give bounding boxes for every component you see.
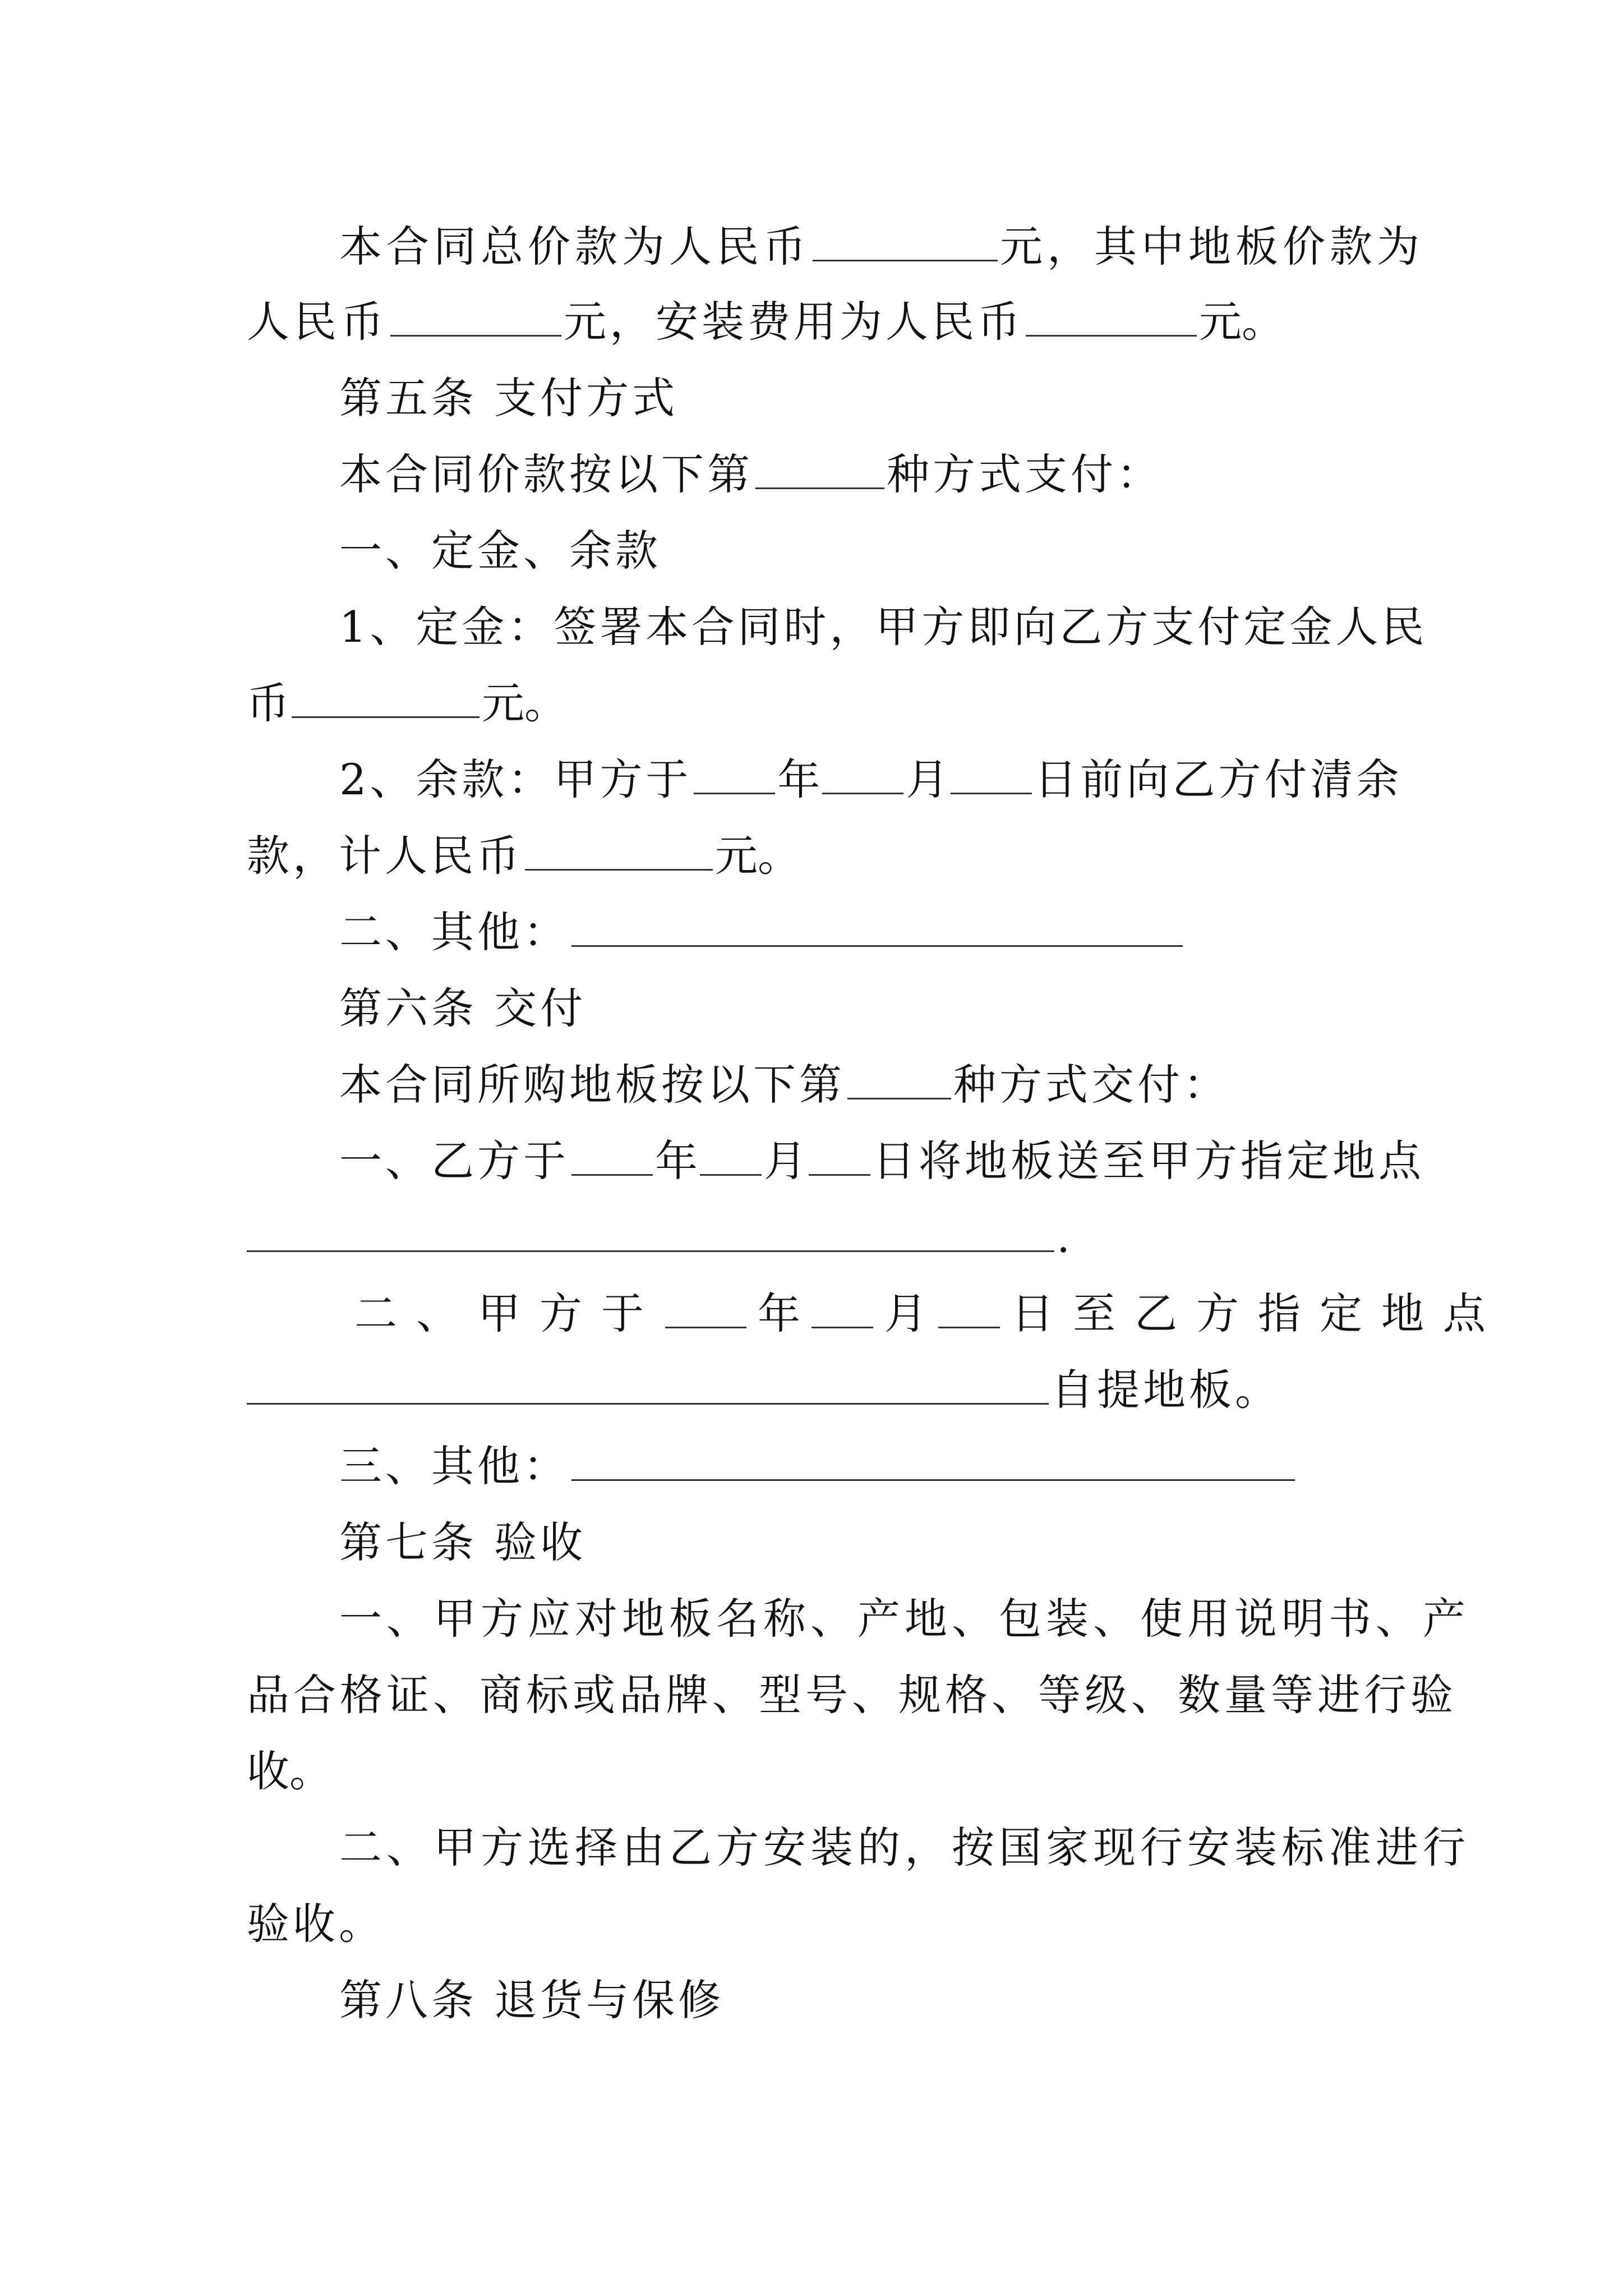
text-segment: 二、甲方选择由乙方安装的，按国家现行安装标准进行 xyxy=(339,1823,1470,1872)
text-segment: 年 xyxy=(758,1289,800,1338)
text-segment: 验收。 xyxy=(247,1899,385,1949)
blank-underline xyxy=(847,1060,951,1099)
text-segment: 元，其中地板价款为 xyxy=(1000,222,1424,272)
text-segment: 本合同所购地板按以下第 xyxy=(339,1060,845,1110)
text-segment: 品合格证、商标或品牌、型号、规格、等级、数量等进行验 xyxy=(247,1670,1457,1720)
text-segment: . xyxy=(1057,1212,1071,1262)
blank-underline xyxy=(809,1136,870,1176)
blank-underline xyxy=(951,754,1032,794)
text-segment: 元。 xyxy=(1199,297,1284,347)
blank-underline xyxy=(247,1212,1054,1252)
blank-underline xyxy=(694,754,775,794)
text-segment: 款，计人民币 xyxy=(247,831,523,881)
text-segment: 年 xyxy=(655,1136,698,1186)
text-segment: 一、乙方于 xyxy=(339,1136,569,1186)
text-segment: 币 xyxy=(247,678,289,728)
text-line xyxy=(247,817,800,895)
text-segment: 本合同价款按以下第 xyxy=(339,449,753,499)
section-heading: 第八条 退货与保修 xyxy=(339,1975,725,2025)
text-segment: 人民币 xyxy=(247,297,388,347)
text-line xyxy=(247,1732,332,1811)
text-line xyxy=(339,435,1163,514)
blank-underline xyxy=(813,222,998,261)
text-segment: 收。 xyxy=(247,1746,332,1796)
text-segment: 本合同总价款为人民币 xyxy=(339,222,810,272)
section-heading: 第六条 交付 xyxy=(339,983,587,1033)
text-line xyxy=(354,1274,1505,1353)
text-line xyxy=(339,588,1427,666)
blank-underline xyxy=(571,1136,653,1176)
blank-underline xyxy=(665,1289,746,1328)
text-line xyxy=(339,512,661,590)
section-heading: 第五条 支付方式 xyxy=(339,373,679,423)
text-segment: 月 xyxy=(884,1289,927,1338)
text-segment: 一、定金、余款 xyxy=(339,526,661,576)
text-segment: 月 xyxy=(906,754,949,804)
blank-underline xyxy=(292,678,479,718)
text-segment: 元。 xyxy=(482,678,567,728)
text-segment: 二、其他： xyxy=(339,907,569,957)
heading-line xyxy=(339,1503,586,1582)
text-segment: 元。 xyxy=(715,831,800,881)
text-segment: 一、甲方应对地板名称、产地、包装、使用说明书、产 xyxy=(339,1594,1470,1644)
heading-line xyxy=(339,969,586,1048)
text-segment: 1、定金：签署本合同时，甲方即向乙方支付定金人民 xyxy=(339,602,1428,652)
blank-underline xyxy=(755,449,884,489)
text-segment: 三、其他： xyxy=(339,1441,569,1491)
heading-line xyxy=(339,1961,724,2040)
text-segment: 元，安装费用为人民币 xyxy=(564,297,1023,347)
text-line xyxy=(247,283,1284,361)
text-segment: 月 xyxy=(764,1136,806,1186)
text-line xyxy=(339,1427,1297,1506)
text-segment: 年 xyxy=(777,754,820,804)
text-segment: 二、甲方于 xyxy=(354,1289,663,1338)
blank-underline xyxy=(247,1365,1049,1405)
text-segment: 日将地板送至甲方指定地点 xyxy=(873,1136,1424,1186)
text-line xyxy=(339,740,1402,819)
text-line xyxy=(339,1046,1229,1124)
blank-underline xyxy=(571,1441,1295,1481)
text-line xyxy=(247,664,567,743)
text-segment: 种方式支付： xyxy=(887,449,1163,499)
text-segment: 2、余款：甲方于 xyxy=(339,754,692,804)
text-line xyxy=(247,1656,1457,1734)
blank-underline xyxy=(822,754,903,794)
text-line xyxy=(339,893,1185,972)
text-segment: 种方式交付： xyxy=(953,1060,1229,1110)
blank-underline xyxy=(700,1136,762,1176)
section-heading: 第七条 验收 xyxy=(339,1517,587,1567)
text-line xyxy=(339,1580,1470,1658)
text-line xyxy=(339,1122,1424,1200)
blank-underline xyxy=(1026,297,1197,337)
blank-underline xyxy=(571,907,1183,947)
blank-underline xyxy=(811,1289,873,1328)
text-line xyxy=(247,1198,1070,1277)
blank-underline xyxy=(525,831,713,871)
text-line xyxy=(247,1351,1281,1429)
blank-underline xyxy=(390,297,561,337)
blank-underline xyxy=(938,1289,1000,1328)
text-line xyxy=(339,1809,1470,1887)
text-line xyxy=(247,1885,385,1963)
text-segment: 日前向乙方付清余 xyxy=(1034,754,1403,804)
text-line xyxy=(339,208,1424,286)
heading-line xyxy=(339,359,678,438)
text-segment: 自提地板。 xyxy=(1051,1365,1281,1415)
text-segment: 日至乙方指定地点 xyxy=(1011,1289,1505,1338)
